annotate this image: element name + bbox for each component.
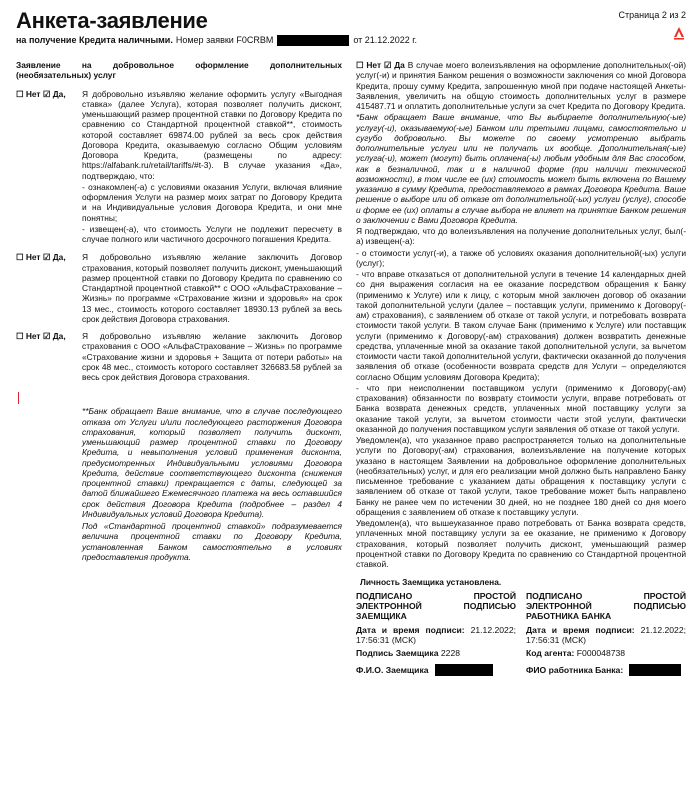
signature-code (526, 648, 686, 658)
service-condition: - ознакомлен(-а) с условиями оказания Услуги, включая влияние оформления Услуги на размер моих затрат по Договору Кредита и на Индивидуальные условия Договора Кредита, и они мне понятны; (82, 181, 342, 223)
fio-label: Ф.И.О. Заемщика (356, 665, 429, 676)
datetime-label: Дата и время подписи: (356, 624, 465, 635)
application-subtitle (16, 35, 686, 46)
notification-paragraph: Уведомлен(а), что вышеуказанное право потребовать от Банка возврата средств, уплаченных мной поставщику услуги за ее оказание, не применимо к Договору страхования, который позволяет получить дисконт, уменьшающий размер процентной ставки по Договору Кредита по сравнению со Стандартной процентной ставкой. (356, 518, 686, 569)
bank-notice-voluntary: *Банк обращает Ваше внимание, что Вы выбираете дополнительную(-ые) услугу(-и), оказываемую(-ые) Банком или третьими лицами, самостоятельно и сугубо добровольно. Вы можете по своему усмотрению выбрать дополнительные услуги или не получать их вообще. Дополнительная(-ые) услуга(-и), может (могут) быть оплачена(-ы) любым удобным для Вас способом, как в безналичной, так и в наличной форме (при наличии технической возможности), в том числе ее (их) стоимость может быть включена по Вашему указанию в сумму Кредита, предоставляемого в рамках Договора Кредита. Ваше решение о выборе или об отказе от дополнительной(-ых) услуги (услуг), способе и форме ее (их) оплаты в случае выбора не влияет на принятие Банком решения о заключении с Вами Договора Кредита. (356, 112, 686, 225)
right-column (356, 60, 686, 676)
confirmation-bullet: - о стоимости услуг(-и), а также об условиях оказания дополнительной(-ых) услуги (услуг); (356, 247, 686, 268)
service-description: Я добровольно изъявляю желание заключить Договор страхования, который позволяет получить дисконт, уменьшающий размер процентной ставки по Договору Кредита по сравнению со Стандартной процентной ставкой** с ООО «АльфаСтрахование – Жизнь» по программе «Страхование жизни и здоровья» на срок 13 мес., стоимость которого составляет 18930.13 рублей за весь срок действия Договора страхования. (82, 252, 342, 324)
choice-checkboxes[interactable]: ☐ Нет ☑ Да (356, 60, 405, 70)
identity-verified-heading: Личность Заемщика установлена. (360, 577, 502, 588)
choice-checkboxes[interactable]: ☐ Нет ☑ Да, (16, 331, 66, 341)
code-label: Подпись Заемщика (356, 647, 439, 658)
service-item-favorable-rate (16, 89, 342, 246)
request-text: В случае моего волеизъявления на оформление дополнительных(-ой) услуг(-и) и принятия Банком решения о возможности заключения со мной Договора Кредита, прошу сумму Кредита, запрошенную мной при подаче настоящей Анкеты-Заявления, увеличить на общую стоимость дополнительных услуг в размере 415487.71 и оплатить дополнительные услуги за счет Кредита по Договору Кредита. (356, 60, 686, 111)
service-item-life-insurance (16, 252, 342, 324)
redacted-application-number (277, 35, 349, 46)
signature-grid (356, 591, 686, 677)
notice-paragraph: **Банк обращает Ваше внимание, что в случае последующего отказа от Услуги и/или последующего расторжения Договора страхования, который позволяет получить дисконт, уменьшающий размер процентной ставки по Договору Кредита, и невыполнения условий применения дисконта, предусмотренных Индивидуальными условиями Договора Кредита, действие соответствующего дисконта (снижения процентной ставки) прекращается с даты, следующей за датой ближайшего Ежемесячного платежа на весь оставшийся срок действия Договора Кредита (подробнее – раздел 4 Индивидуальных условий Договора Кредита). (82, 406, 342, 519)
loan-increase-request (356, 60, 686, 111)
section-title: Заявление на добровольное оформление дополнительных (необязательных) услуг (16, 60, 342, 81)
confirmation-text: Я подтверждаю, что до волеизъявления на получение дополнительных услуг, был(-а) извещен(-а): (356, 226, 686, 247)
notice-paragraph: Под «Стандартной процентной ставкой» подразумевается величина процентной ставки по Договору Кредита, установленная Банком самостоятельно в условиях предоставления продукта. (82, 521, 342, 562)
service-description: Я добровольно изъявляю желание заключить Договор страхования с ООО «АльфаСтрахование – Жизнь» по программе «Страхование жизни и здоровья + Защита от потери работы» на срок 48 мес., стоимость которого составляет 326683.58 рублей за весь срок действия Договора страхования. (82, 331, 342, 382)
service-text (82, 89, 342, 246)
alfa-bank-logo-icon (672, 26, 686, 40)
service-item-job-loss-insurance (16, 331, 342, 382)
service-condition: - извещен(-а), что стоимость Услуги не подлежит пересчету в случае полного или частичного досрочного погашения Кредита. (82, 223, 342, 244)
content-columns (16, 60, 686, 676)
signature-block (356, 577, 686, 676)
text-cursor (18, 392, 19, 404)
datetime-value: 21.12.2022; 17:56:31 (МСК) (526, 624, 686, 646)
confirmation-bullet: - что при неисполнении поставщиком услуги (применимо к Договору(-ам) страхования) обязанности по возврату стоимости услуги, вправе потребовать от Банка возврата денежных средств, уплаченных мной поставщику услуги за оказание такой услуги, за вычетом стоимости части этой услуги, фактически оказанной до получения поставщиком услуги заявления об отказе от такой услуги. (356, 382, 686, 434)
fio-label: ФИО работника Банка: (526, 665, 624, 676)
datetime-label: Дата и время подписи: (526, 624, 635, 635)
choice-checkboxes[interactable]: ☐ Нет ☑ Да, (16, 252, 66, 263)
bank-employee-signature (526, 591, 686, 677)
left-column (16, 60, 342, 676)
code-value: F000048738 (576, 647, 626, 658)
redacted-fio (435, 664, 493, 676)
application-date: от 21.12.2022 г. (353, 35, 417, 46)
signature-title: ПОДПИСАНО ПРОСТОЙ ЭЛЕКТРОННОЙ ПОДПИСЬЮ ЗАЕМЩИКА (356, 590, 516, 622)
subtitle-bold: на получение Кредита наличными. (16, 35, 173, 46)
application-number-label: Номер заявки F0CRBM (175, 35, 274, 46)
borrower-fio (356, 664, 516, 676)
signature-datetime (356, 625, 516, 646)
page-number: Страница 2 из 2 (618, 10, 686, 20)
service-description: Я добровольно изъявляю желание оформить услугу «Выгодная ставка» (далее Услуга), которая позволяет получить дисконт, уменьшающий размер процентной ставки по Договору Кредита по сравнению со Стандартной процентной ставкой**, стоимость которой составляет 69874.00 рублей за весь срок действия Договора Кредита, оказываемую согласно Общим условиям Договора Кредита, (размещены по адресу: https://alfabank.ru/retail/tariffs/#t-3). В случае указания «Да», подтверждаю, что: (82, 88, 342, 181)
signature-datetime (526, 625, 686, 646)
page-title: Анкета-заявление (16, 8, 208, 33)
confirmation-bullet: - что вправе отказаться от дополнительной услуги в течение 14 календарных дней со дня выражения согласия на ее оказание посредством обращения к Банку (применимо к Услуге) или к лицу, с которым мной заключен договор об оказании такой дополнительной услуги (далее – поставщик услуги, применимо к Договору(-ам) страхования), с заявлением об отказе от такой услуги, и потребовать возврата стоимости такой услуги. В таком случае Банк (применимо к Услуге) или поставщик услуги (применимо к Договору(-ам) страхования) должен возвратить денежные средства, уплаченные мной за оказание такой дополнительной услуги, за вычетом стоимости части такой дополнительной услуги, фактически оказанной до получения заявления об отказе (особенности возврата средств для Услуги – определяются согласно Общим условиям Договора Кредита); (356, 269, 686, 382)
signature-code (356, 648, 516, 658)
employee-fio (526, 664, 686, 676)
notification-paragraph: Уведомлен(а), что указанное право распространяется только на дополнительные услуги по Договору(-ам) страхования, волеизъявление на получение которых указано в настоящем Заявлении на добровольное оформление дополнительных (необязательных) услуг, и для его реализации мной должно быть направлено Банку письменное требование с указанием даты обращения к поставщику услуги с заявлением об отказе от такой услуги, такое требование может быть направлено Банку не ранее чем по истечении 30 дней, но не позднее 180 дней со дня моего обращения с заявлением об отказе к поставщику услуги. (356, 435, 686, 517)
bank-notice-discount (16, 406, 342, 562)
choice-checkboxes[interactable]: ☐ Нет ☑ Да, (16, 88, 66, 99)
borrower-signature (356, 591, 516, 677)
code-label: Код агента: (526, 647, 575, 658)
code-value: 2228 (440, 647, 461, 658)
redacted-fio (629, 664, 681, 676)
signature-title: ПОДПИСАНО ПРОСТОЙ ЭЛЕКТРОННОЙ ПОДПИСЬЮ РАБОТНИКА БАНКА (526, 590, 686, 622)
datetime-value: 21.12.2022; 17:56:31 (МСК) (356, 624, 516, 646)
